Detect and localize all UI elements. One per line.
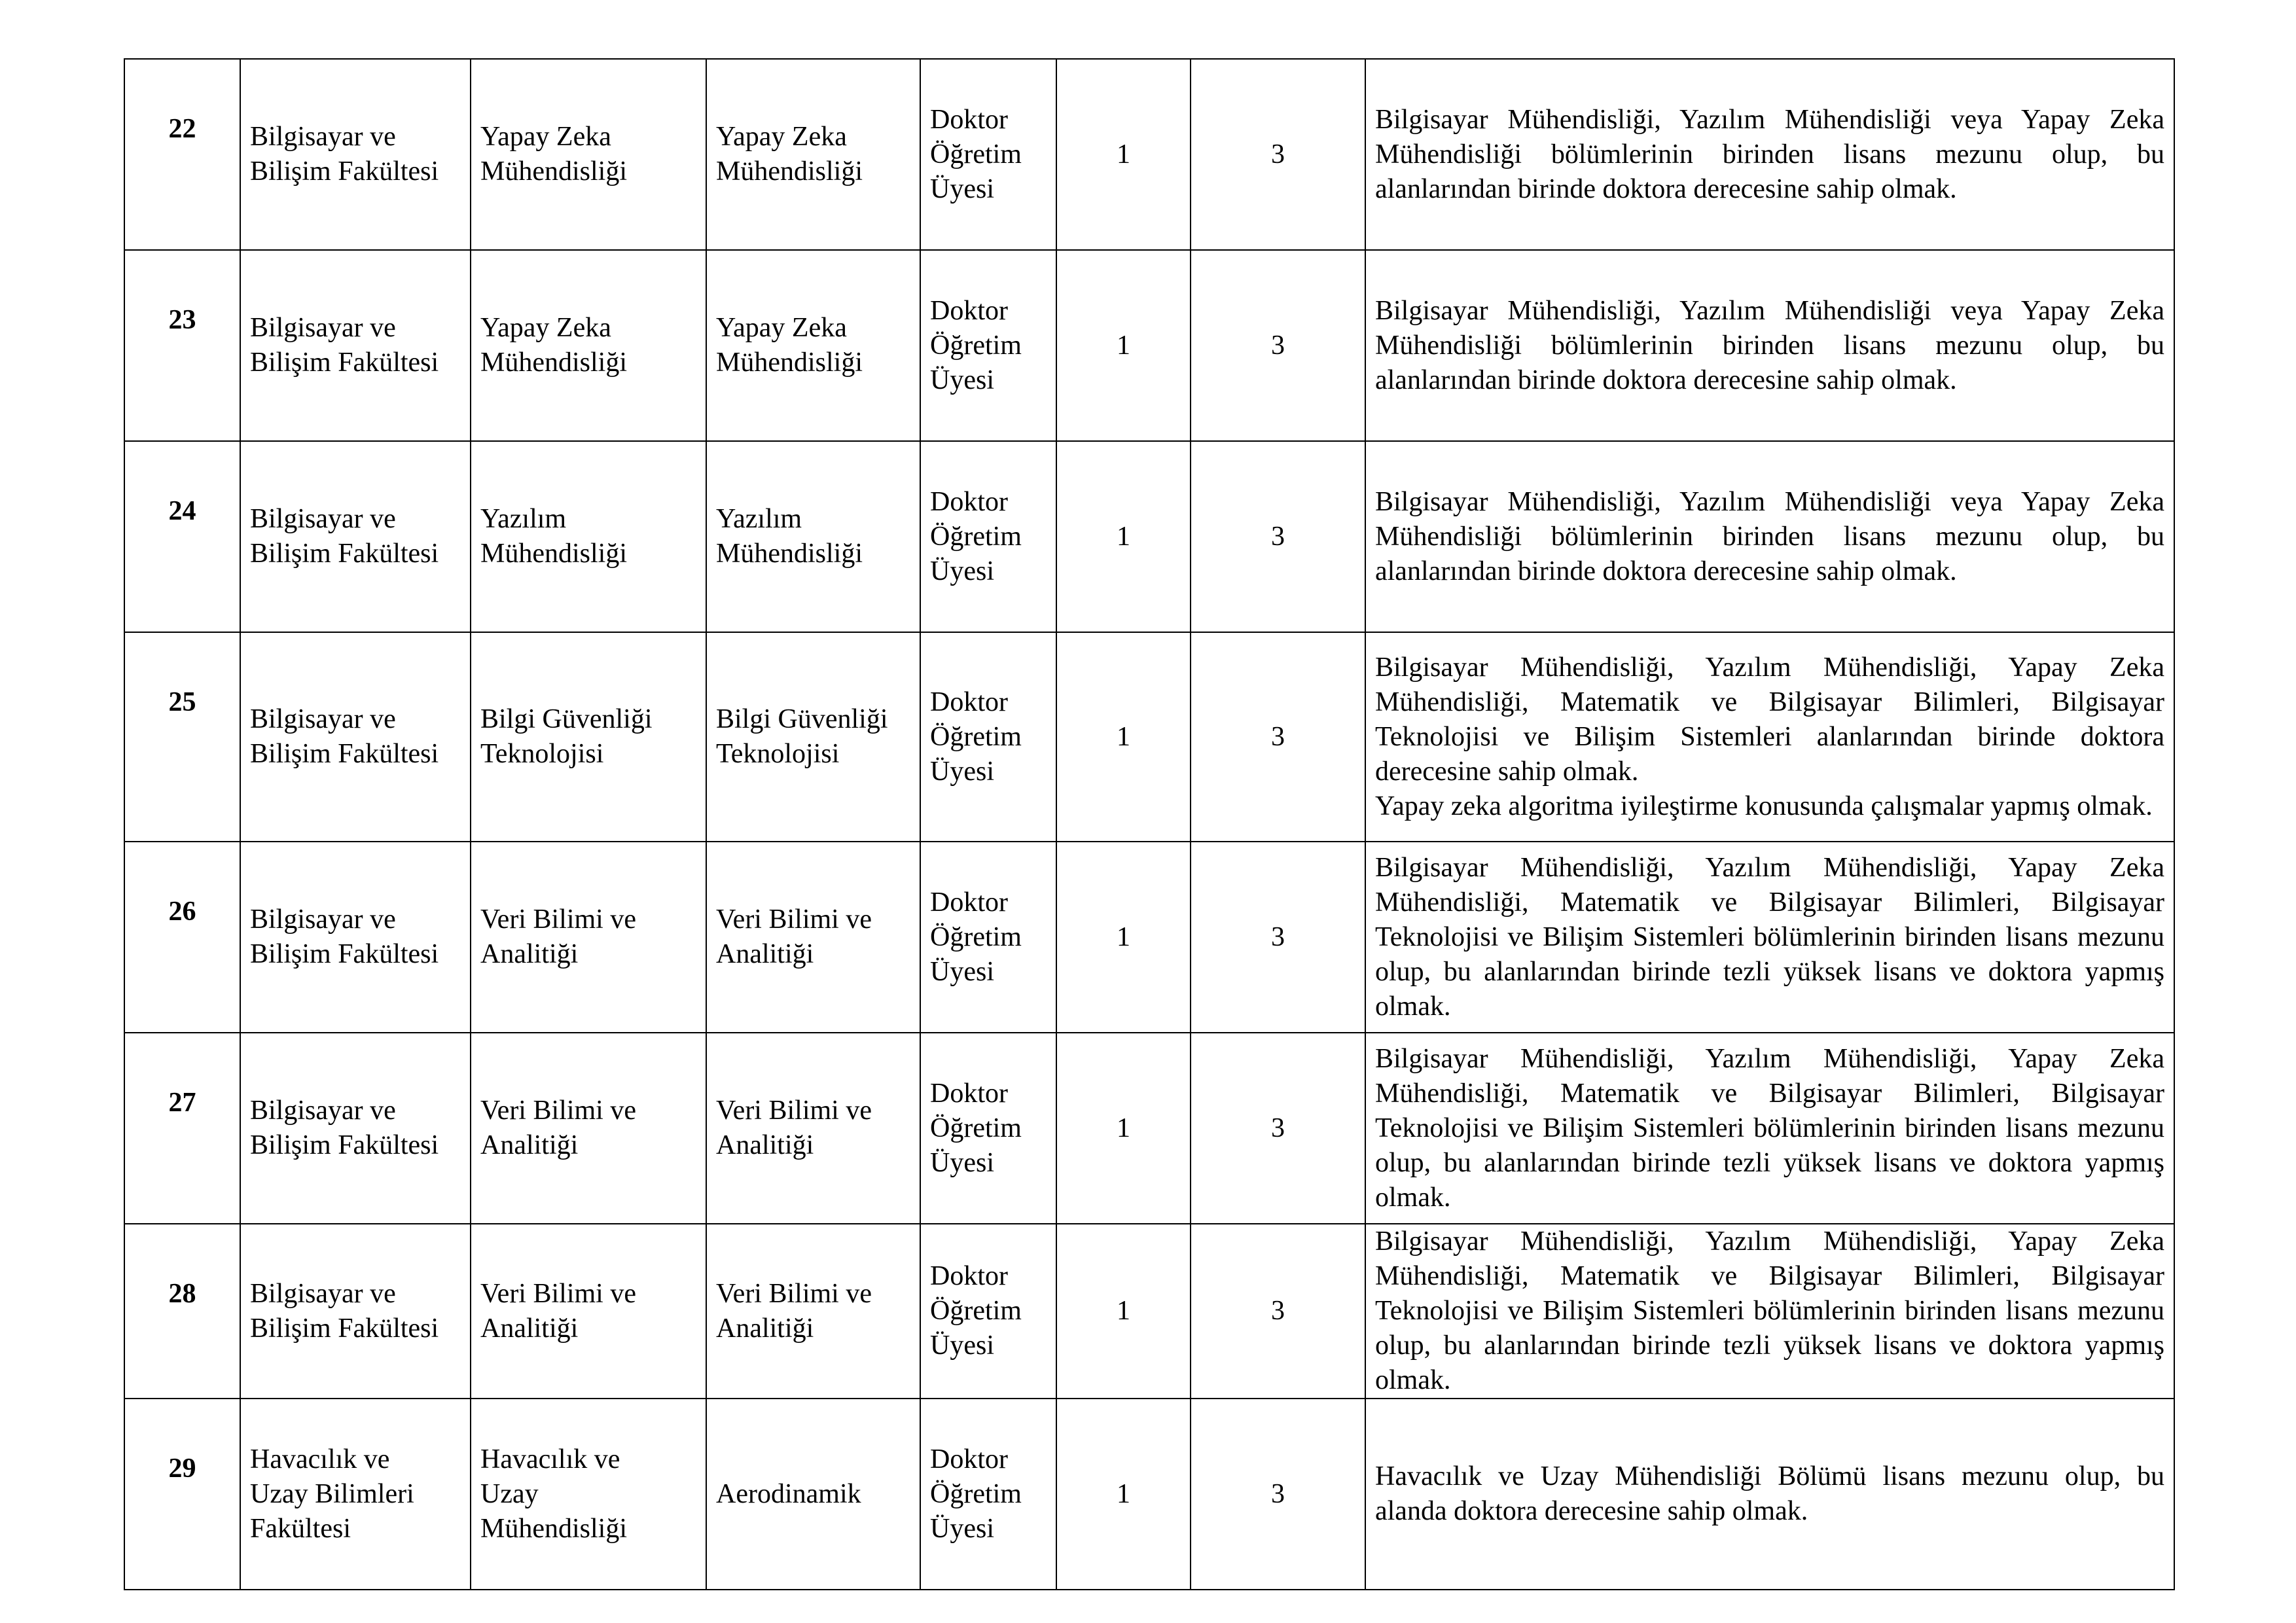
department-line: Havacılık ve: [480, 1444, 620, 1474]
program-line: Mühendisliği: [716, 156, 863, 187]
faculty-cell: [240, 441, 471, 632]
count-cell: 1: [1056, 250, 1191, 441]
title-cell: [920, 59, 1056, 250]
program-cell: [706, 250, 920, 441]
department-line: Analitiği: [480, 939, 579, 969]
program-line: Yapay Zeka: [716, 313, 847, 343]
faculty-line: Bilişim Fakültesi: [250, 1313, 439, 1344]
title-line: Öğretim: [930, 330, 1022, 361]
faculty-line: Bilişim Fakültesi: [250, 539, 439, 569]
requirement-cell: Bilgisayar Mühendisliği, Yazılım Mühendisliği veya Yapay Zeka Mühendisliği bölümlerinin birinden lisans mezunu olup, bu alanlarından birinde doktora derecesine sahip olmak.: [1365, 441, 2174, 632]
title-line: Öğretim: [930, 721, 1022, 752]
department-cell: [471, 1399, 706, 1590]
faculty-line: Fakültesi: [250, 1513, 351, 1544]
program-line: Veri Bilimi ve: [716, 1096, 872, 1126]
requirement-cell: [1365, 632, 2174, 842]
program-line: Yapay Zeka: [716, 122, 847, 152]
row-number: 23: [124, 250, 240, 441]
program-line: Bilgi Güvenliği: [716, 704, 888, 734]
title-line: Doktor: [930, 1078, 1008, 1109]
count-cell: 1: [1056, 842, 1191, 1033]
department-cell: [471, 59, 706, 250]
count-cell: 1: [1056, 632, 1191, 842]
title-line: Öğretim: [930, 139, 1022, 169]
title-line: Üyesi: [930, 756, 994, 787]
faculty-cell: [240, 250, 471, 441]
title-line: Öğretim: [930, 521, 1022, 552]
title-line: Doktor: [930, 486, 1008, 517]
title-line: Üyesi: [930, 365, 994, 395]
table-row: [124, 842, 2174, 1033]
department-line: Yapay Zeka: [480, 313, 611, 343]
title-line: Üyesi: [930, 1330, 994, 1361]
program-line: Analitiği: [716, 1130, 814, 1160]
department-line: Uzay: [480, 1478, 539, 1509]
program-line: Aerodinamik: [716, 1478, 861, 1509]
program-line: Teknolojisi: [716, 739, 840, 769]
title-line: Doktor: [930, 1444, 1008, 1474]
requirement-cell: Bilgisayar Mühendisliği, Yazılım Mühendisliği, Yapay Zeka Mühendisliği, Matematik ve Bilgisayar Bilimleri, Bilgisayar Teknolojisi ve Bilişim Sistemleri bölümlerinin birinden lisans mezunu olup, bu alanlarından birinde tezli yüksek lisans ve doktora yapmış olmak.: [1365, 1033, 2174, 1224]
title-cell: [920, 632, 1056, 842]
row-number: 28: [124, 1224, 240, 1399]
positions-table: [124, 58, 2175, 1590]
title-line: Üyesi: [930, 173, 994, 204]
degree-cell: 3: [1191, 632, 1365, 842]
faculty-line: Bilişim Fakültesi: [250, 156, 439, 187]
table-row: [124, 632, 2174, 842]
program-line: Analitiği: [716, 1313, 814, 1344]
degree-cell: 3: [1191, 441, 1365, 632]
faculty-line: Bilgisayar ve: [250, 1278, 396, 1309]
row-number: 27: [124, 1033, 240, 1224]
title-line: Doktor: [930, 887, 1008, 918]
row-number: 24: [124, 441, 240, 632]
requirement-cell: Bilgisayar Mühendisliği, Yazılım Mühendisliği, Yapay Zeka Mühendisliği, Matematik ve Bilgisayar Bilimleri, Bilgisayar Teknolojisi ve Bilişim Sistemleri bölümlerinin birinden lisans mezunu olup, bu alanlarından birinde tezli yüksek lisans ve doktora yapmış olmak.: [1365, 842, 2174, 1033]
faculty-cell: [240, 59, 471, 250]
degree-cell: 3: [1191, 842, 1365, 1033]
table-row: [124, 1224, 2174, 1399]
department-line: Mühendisliği: [480, 539, 628, 569]
title-line: Doktor: [930, 687, 1008, 717]
faculty-line: Bilgisayar ve: [250, 904, 396, 935]
faculty-line: Bilişim Fakültesi: [250, 1130, 439, 1160]
count-cell: 1: [1056, 1399, 1191, 1590]
table-row: [124, 59, 2174, 250]
program-cell: [706, 1224, 920, 1399]
program-line: Analitiği: [716, 939, 814, 969]
faculty-line: Bilgisayar ve: [250, 122, 396, 152]
faculty-line: Bilgisayar ve: [250, 504, 396, 534]
title-line: Doktor: [930, 1261, 1008, 1291]
faculty-line: Bilgisayar ve: [250, 704, 396, 734]
department-line: Yapay Zeka: [480, 122, 611, 152]
title-cell: [920, 250, 1056, 441]
department-line: Veri Bilimi ve: [480, 904, 636, 935]
title-line: Öğretim: [930, 921, 1022, 952]
title-line: Üyesi: [930, 1513, 994, 1544]
degree-cell: 3: [1191, 1224, 1365, 1399]
title-line: Öğretim: [930, 1296, 1022, 1326]
faculty-cell: [240, 1033, 471, 1224]
count-cell: 1: [1056, 59, 1191, 250]
row-number: 26: [124, 842, 240, 1033]
count-cell: 1: [1056, 441, 1191, 632]
title-cell: [920, 1224, 1056, 1399]
table-row: [124, 250, 2174, 441]
program-line: Mühendisliği: [716, 539, 863, 569]
faculty-cell: [240, 1224, 471, 1399]
faculty-line: Havacılık ve: [250, 1444, 390, 1474]
program-line: Veri Bilimi ve: [716, 1278, 872, 1309]
title-cell: [920, 1399, 1056, 1590]
requirement-cell: Havacılık ve Uzay Mühendisliği Bölümü lisans mezunu olup, bu alanda doktora derecesine sahip olmak.: [1365, 1399, 2174, 1590]
title-cell: [920, 1033, 1056, 1224]
title-line: Öğretim: [930, 1478, 1022, 1509]
department-line: Mühendisliği: [480, 1513, 628, 1544]
title-line: Üyesi: [930, 556, 994, 586]
title-cell: [920, 842, 1056, 1033]
count-cell: 1: [1056, 1224, 1191, 1399]
department-line: Bilgi Güvenliği: [480, 704, 653, 734]
table-row: [124, 441, 2174, 632]
table-row: [124, 1399, 2174, 1590]
row-number: 29: [124, 1399, 240, 1590]
program-cell: [706, 59, 920, 250]
faculty-cell: [240, 842, 471, 1033]
faculty-cell: [240, 632, 471, 842]
department-cell: [471, 441, 706, 632]
faculty-cell: [240, 1399, 471, 1590]
department-line: Mühendisliği: [480, 348, 628, 378]
title-line: Üyesi: [930, 956, 994, 987]
department-line: Analitiği: [480, 1313, 579, 1344]
department-line: Veri Bilimi ve: [480, 1096, 636, 1126]
title-cell: [920, 441, 1056, 632]
row-number: 25: [124, 632, 240, 842]
table-row: [124, 1033, 2174, 1224]
degree-cell: 3: [1191, 250, 1365, 441]
requirement-cell: Bilgisayar Mühendisliği, Yazılım Mühendisliği veya Yapay Zeka Mühendisliği bölümlerinin birinden lisans mezunu olup, bu alanlarından birinde doktora derecesine sahip olmak.: [1365, 250, 2174, 441]
department-cell: [471, 632, 706, 842]
title-line: Doktor: [930, 104, 1008, 135]
requirement-cell: Bilgisayar Mühendisliği, Yazılım Mühendisliği veya Yapay Zeka Mühendisliği bölümlerinin birinden lisans mezunu olup, bu alanlarından birinde doktora derecesine sahip olmak.: [1365, 59, 2174, 250]
faculty-line: Bilişim Fakültesi: [250, 739, 439, 769]
program-cell: [706, 842, 920, 1033]
faculty-line: Bilişim Fakültesi: [250, 348, 439, 378]
department-line: Veri Bilimi ve: [480, 1278, 636, 1309]
title-line: Doktor: [930, 295, 1008, 326]
faculty-line: Bilgisayar ve: [250, 313, 396, 343]
program-line: Yazılım: [716, 504, 802, 534]
program-cell: [706, 1399, 920, 1590]
department-cell: [471, 1033, 706, 1224]
program-line: Mühendisliği: [716, 348, 863, 378]
faculty-line: Bilgisayar ve: [250, 1096, 396, 1126]
row-number: 22: [124, 59, 240, 250]
requirement-cell: Bilgisayar Mühendisliği, Yazılım Mühendisliği, Yapay Zeka Mühendisliği, Matematik ve Bilgisayar Bilimleri, Bilgisayar Teknolojisi ve Bilişim Sistemleri bölümlerinin birinden lisans mezunu olup, bu alanlarından birinde tezli yüksek lisans ve doktora yapmış olmak.: [1365, 1224, 2174, 1399]
department-cell: [471, 250, 706, 441]
degree-cell: 3: [1191, 1399, 1365, 1590]
title-line: Öğretim: [930, 1113, 1022, 1143]
faculty-line: Uzay Bilimleri: [250, 1478, 414, 1509]
count-cell: 1: [1056, 1033, 1191, 1224]
requirement-paragraph: Bilgisayar Mühendisliği, Yazılım Mühendisliği, Yapay Zeka Mühendisliği, Matematik ve Bilgisayar Bilimleri, Bilgisayar Teknolojisi ve Bilişim Sistemleri alanlarından birinde doktora derecesine sahip olmak.: [1375, 652, 2164, 787]
degree-cell: 3: [1191, 1033, 1365, 1224]
department-line: Mühendisliği: [480, 156, 628, 187]
department-cell: [471, 842, 706, 1033]
program-cell: [706, 441, 920, 632]
program-cell: [706, 632, 920, 842]
department-cell: [471, 1224, 706, 1399]
program-line: Veri Bilimi ve: [716, 904, 872, 935]
department-line: Yazılım: [480, 504, 567, 534]
title-line: Üyesi: [930, 1147, 994, 1178]
faculty-line: Bilişim Fakültesi: [250, 939, 439, 969]
requirement-paragraph: Yapay zeka algoritma iyileştirme konusunda çalışmalar yapmış olmak.: [1375, 791, 2153, 821]
department-line: Teknolojisi: [480, 739, 604, 769]
program-cell: [706, 1033, 920, 1224]
department-line: Analitiği: [480, 1130, 579, 1160]
degree-cell: 3: [1191, 59, 1365, 250]
